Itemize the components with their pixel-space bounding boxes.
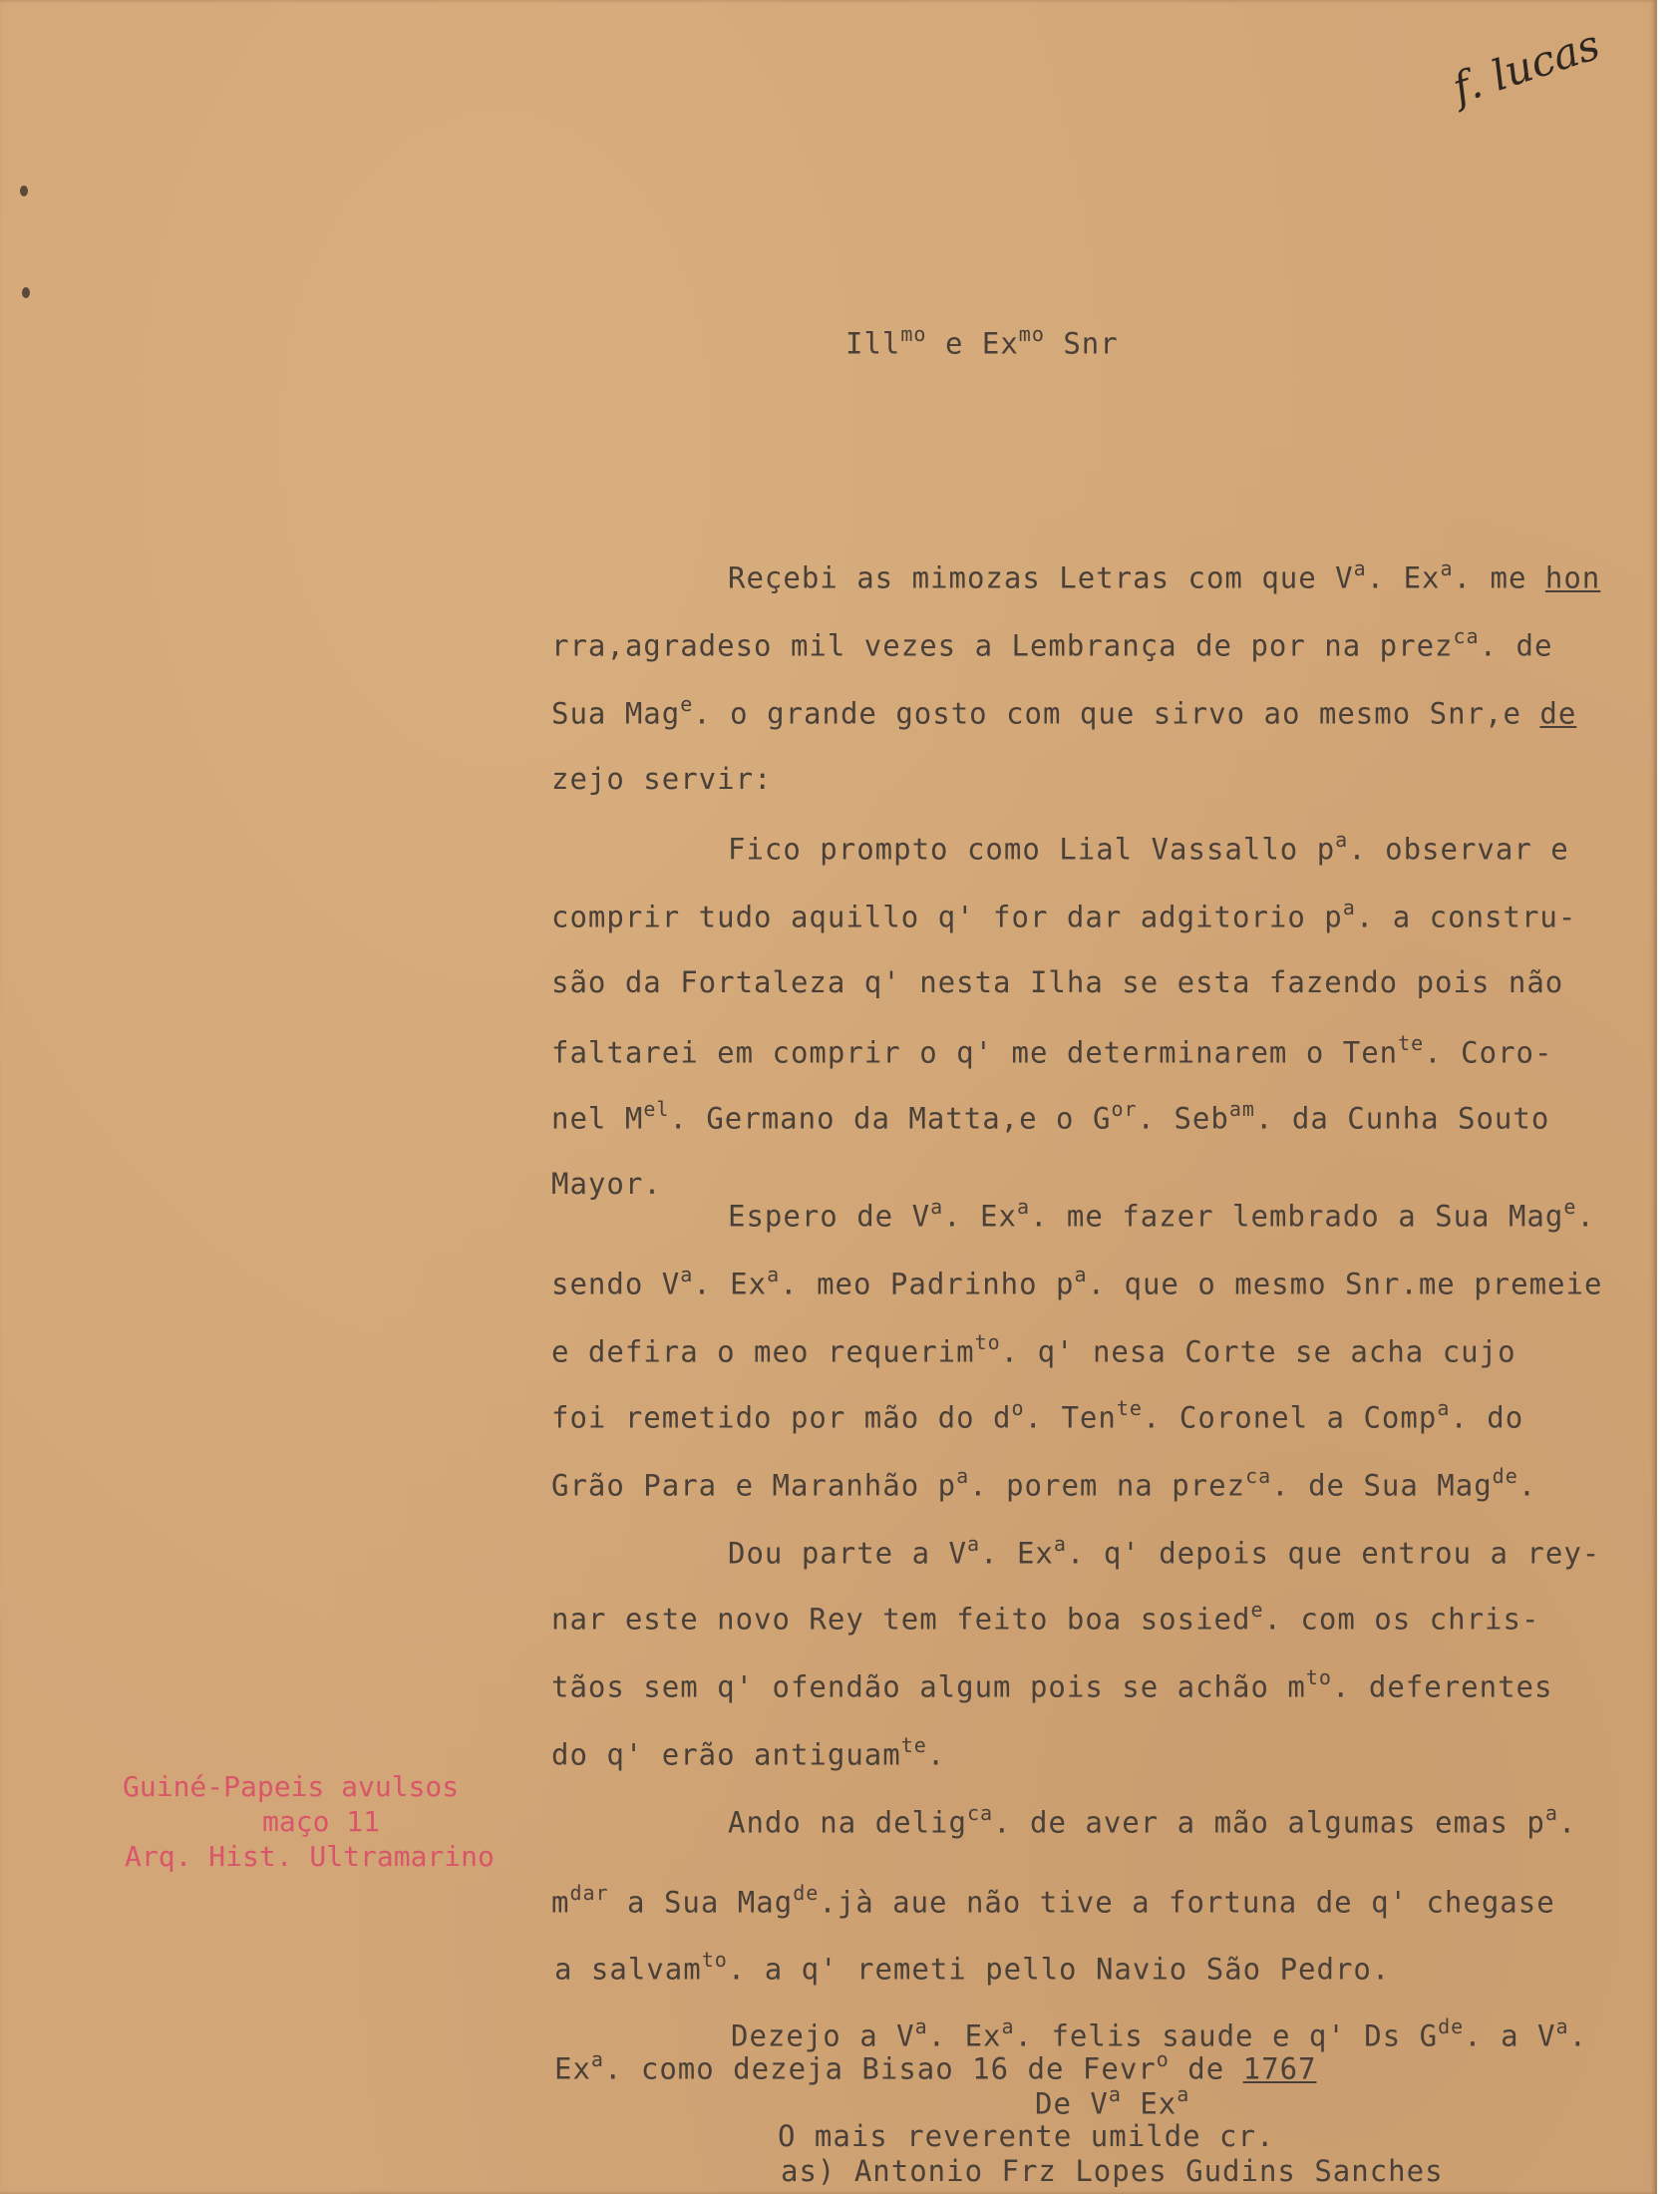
- letter-line: Sua Mag$^e$. o grande gosto com que sirvo ao mesmo Snr,e de: [551, 692, 1577, 731]
- salutation: Ill$^{mo}$ e $Ex^{mo}$ Snr: [845, 322, 1119, 361]
- punch-hole: [22, 287, 30, 298]
- letter-line: Mayor.: [551, 1167, 662, 1201]
- letter-line: Espero de $V^a$. Ex$^a$. me fazer lembrado a Sua Mag$^e$.: [728, 1195, 1595, 1234]
- letter-line: Dezejo a $V^a$. Ex$^a$. felis saude e q' Ds $G^{de}$. a $V^a$.: [731, 2014, 1588, 2053]
- letter-line: faltarei em comprir o q' me determinarem o Ten$^{te}$. Coro-: [551, 1031, 1553, 1070]
- letter-line: Reçebi as mimozas Letras com que $V^a$. Ex$^a$. me hon: [728, 556, 1601, 595]
- letter-line: $m^{dar}$ a Sua Mag$^{de}$.jà aue não tive a fortuna de q' chegase: [551, 1881, 1555, 1920]
- punch-hole: [20, 185, 28, 196]
- letter-line: são da Fortaleza q' nesta Ilha se esta fazendo pois não: [551, 965, 1564, 999]
- handwritten-annotation: f. lucas: [1447, 19, 1606, 114]
- letter-line: tãos sem q' ofendão algum pois se achão $m^{to}$. deferentes: [551, 1665, 1553, 1704]
- closing-line: De $V^a$ Ex$^a$: [1035, 2082, 1190, 2121]
- letter-line: Grão Para e Maranhão $p^a$. porem na prez$^{ca}$. de Sua Mag$^{de}$.: [551, 1464, 1537, 1503]
- letter-line: rra,agradeso mil vezes a Lembrança de por na prez$^{ca}$. de: [551, 624, 1553, 663]
- letter-line: do q' erão antiguam$^{te}$.: [551, 1733, 946, 1772]
- letter-line: nar este novo Rey tem feito boa sosied$^e$. com os chris-: [551, 1598, 1540, 1637]
- letter-line: Ex$^a$. como dezeja Bisao 16 de Fevr$^o$ de 1767: [554, 2047, 1317, 2086]
- letter-line: e defira o meo requerim$^{to}$. q' nesa Corte se acha cujo: [551, 1330, 1516, 1369]
- letter-line: zejo servir:: [551, 762, 773, 796]
- letter-line: Fico prompto como Lial Vassallo $p^a$. observar e: [728, 828, 1569, 867]
- archive-stamp-line: Arq. Hist. Ultramarino: [125, 1840, 495, 1873]
- letter-line: a salvam$^{to}$. a q' remeti pello Navio São Pedro.: [554, 1948, 1391, 1987]
- letter-line: Ando na delig$^{ca}$. de aver a mão algumas emas $p^a$.: [728, 1801, 1577, 1840]
- archive-stamp-line: Guiné-Papeis avulsos: [123, 1770, 460, 1803]
- letter-line: Dou parte a $V^a$. Ex$^a$. q' depois que entrou a rey-: [728, 1532, 1601, 1571]
- archive-stamp-line: maço 11: [262, 1805, 381, 1838]
- letter-line: nel $M^{el}$. Germano da Matta,e o $G^{or}$. Seb$^{am}$. da Cunha Souto: [551, 1097, 1550, 1136]
- signature-line: as) Antonio Frz Lopes Gudins Sanches: [781, 2154, 1444, 2188]
- letter-line: sendo $V^a$. Ex$^a$. meo Padrinho $p^a$. que o mesmo Snr.me premeie: [551, 1263, 1603, 1301]
- letter-line: comprir tudo aquillo q' for dar adgitorio $p^a$. a constru-: [551, 896, 1577, 934]
- letter-line: foi remetido por mão do $d^o$. Ten$^{te}$. Coronel a Comp$^a$. do: [551, 1396, 1524, 1435]
- closing-line: O mais reverente umilde cr.: [778, 2119, 1275, 2153]
